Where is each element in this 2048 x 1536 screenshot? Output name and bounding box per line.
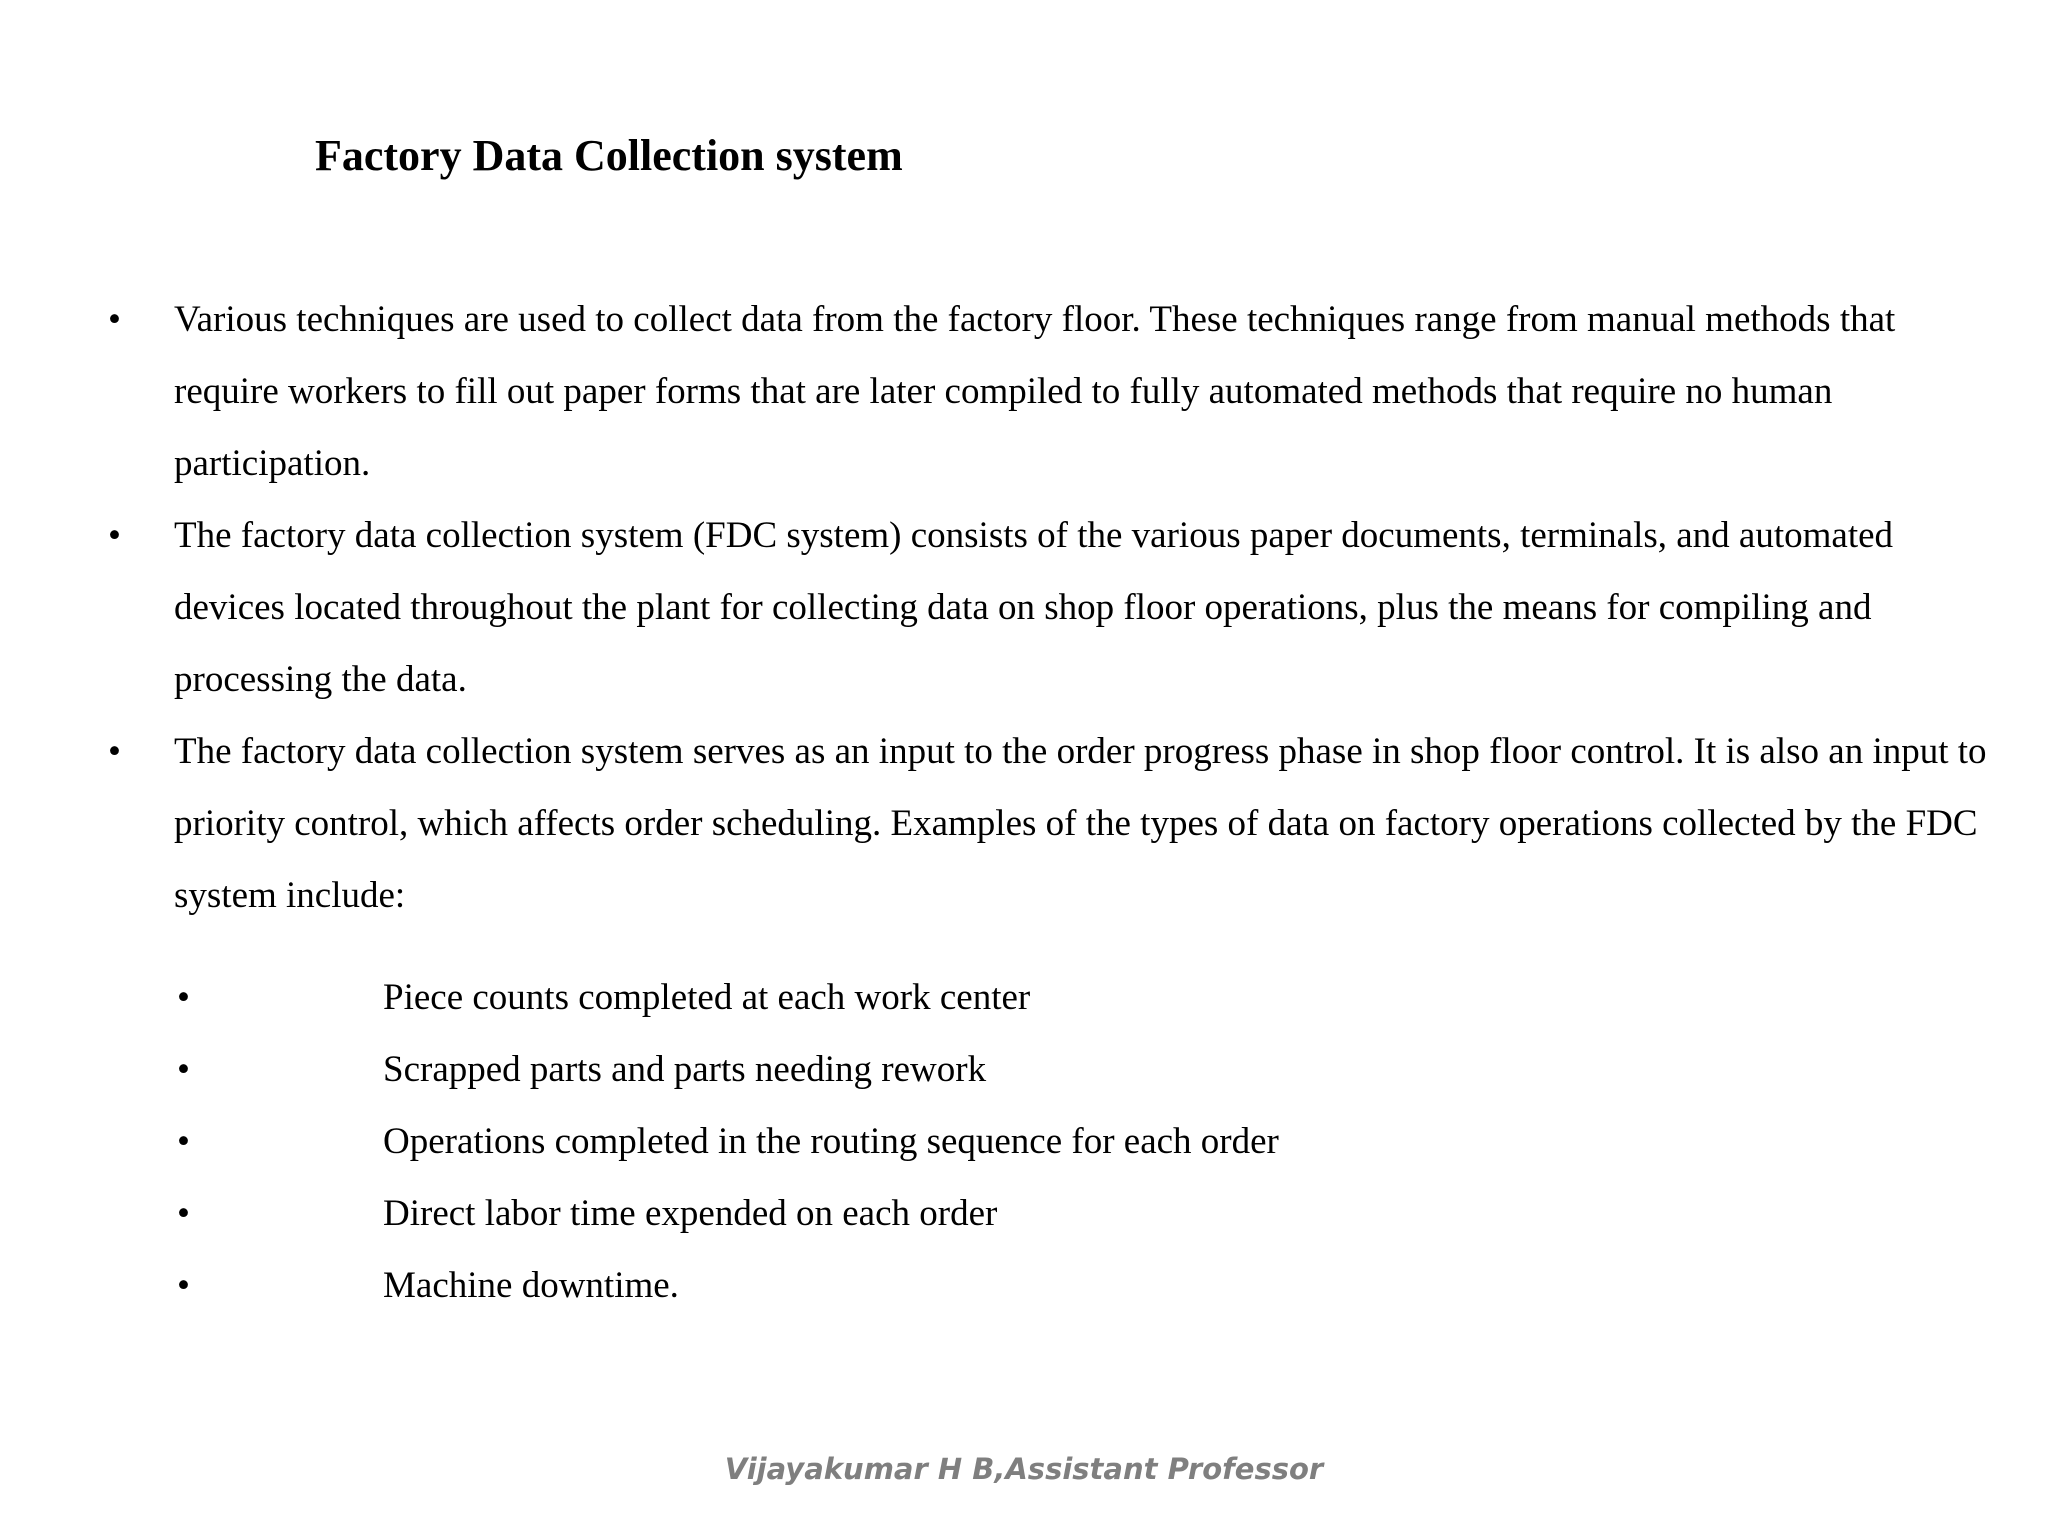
sub-bullet-item — [177, 962, 1877, 1034]
sub-bullet-text: Direct labor time expended on each order — [383, 1193, 998, 1234]
bullet-icon: • — [177, 1265, 190, 1306]
sub-bullet-item — [177, 1034, 1877, 1106]
bullet-icon: • — [177, 1121, 190, 1162]
bullet-text: Various techniques are used to collect data from the factory floor. These techniques range from manual methods that require workers to fill out paper forms that are later compiled to fully automated methods that require no human participation. — [174, 299, 1896, 484]
bullet-icon: • — [108, 731, 121, 772]
sub-bullet-text: Piece counts completed at each work center — [383, 977, 1031, 1018]
bullet-icon: • — [108, 515, 121, 556]
bullet-text: The factory data collection system (FDC system) consists of the various paper documents, terminals, and automated devices located throughout the plant for collecting data on shop floor operations, plus the means for compiling and processing the data. — [174, 515, 1894, 700]
bullet-icon: • — [177, 977, 190, 1018]
bullet-item — [108, 716, 2008, 932]
bullet-item — [108, 284, 2008, 500]
slide-title: Factory Data Collection system — [315, 131, 903, 180]
sub-bullet-text: Machine downtime. — [383, 1265, 679, 1306]
main-bullet-list — [108, 284, 2008, 932]
sub-bullet-item — [177, 1178, 1877, 1250]
sub-bullet-item — [177, 1106, 1877, 1178]
sub-bullet-item — [177, 1250, 1877, 1322]
sub-bullet-text: Operations completed in the routing sequence for each order — [383, 1121, 1279, 1162]
examples-sub-list — [177, 962, 1877, 1322]
bullet-item — [108, 500, 2008, 716]
bullet-icon: • — [177, 1193, 190, 1234]
bullet-icon: • — [177, 1049, 190, 1090]
footer-author: Vijayakumar H B,Assistant Professor — [724, 1452, 1324, 1486]
sub-bullet-text: Scrapped parts and parts needing rework — [383, 1049, 987, 1090]
bullet-text: The factory data collection system serves as an input to the order progress phase in shop floor control. It is also an input to priority control, which affects order scheduling. Examples of the types of data on factory operations collected by the FDC system include: — [174, 731, 1987, 916]
bullet-icon: • — [108, 299, 121, 340]
